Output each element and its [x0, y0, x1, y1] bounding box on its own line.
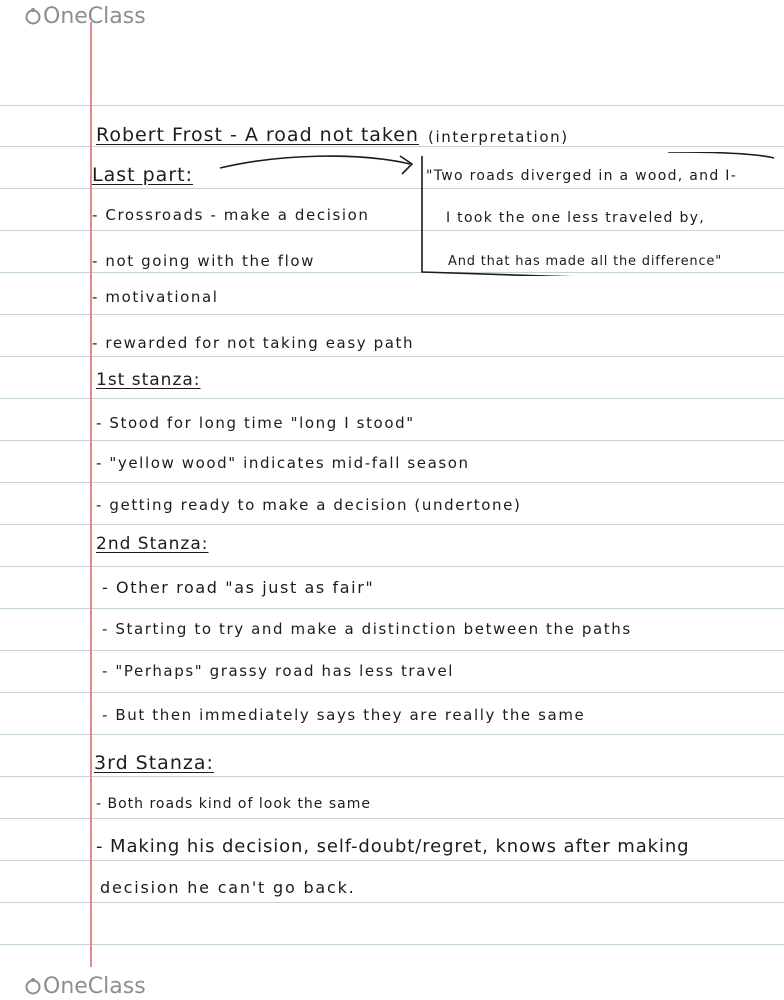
list-item: - "Perhaps" grassy road has less travel: [102, 662, 455, 680]
list-item: - But then immediately says they are really the same: [102, 706, 586, 724]
last-part-heading: Last part:: [92, 164, 193, 186]
quote-line-2: I took the one less traveled by,: [446, 210, 706, 226]
list-item: - not going with the flow: [92, 252, 316, 270]
list-item: - Crossroads - make a decision: [92, 206, 370, 224]
oneclass-logo-icon: [24, 977, 42, 995]
quote-line-3: And that has made all the difference": [448, 254, 722, 269]
brand-watermark-bottom: [24, 972, 146, 1000]
stanza2-heading: 2nd Stanza:: [96, 534, 209, 554]
quote-box: [418, 152, 778, 276]
list-item: - motivational: [92, 288, 219, 306]
list-item: - rewarded for not taking easy path: [92, 334, 415, 352]
page-title: Robert Frost - A road not taken: [96, 124, 419, 146]
brand-name: OneClass: [43, 973, 146, 999]
title-note: (interpretation): [428, 128, 569, 146]
arrow-icon: [218, 150, 418, 180]
list-item: - getting ready to make a decision (undertone): [96, 496, 522, 514]
stanza1-heading: 1st stanza:: [96, 370, 201, 390]
list-item: - Other road "as just as fair": [102, 578, 375, 597]
list-item: - Stood for long time "long I stood": [96, 414, 415, 432]
stanza3-heading: 3rd Stanza:: [94, 752, 214, 774]
brand-watermark-top: [24, 2, 146, 30]
list-item: - "yellow wood" indicates mid-fall season: [96, 454, 470, 472]
list-item: - Both roads kind of look the same: [96, 796, 371, 812]
quote-line-1: "Two roads diverged in a wood, and I-: [426, 168, 738, 184]
list-item: decision he can't go back.: [100, 878, 356, 897]
list-item: - Starting to try and make a distinction between the paths: [102, 620, 632, 638]
brand-name: OneClass: [43, 3, 146, 29]
list-item: - Making his decision, self-doubt/regret, knows after making: [96, 836, 690, 857]
oneclass-logo-icon: [24, 7, 42, 25]
